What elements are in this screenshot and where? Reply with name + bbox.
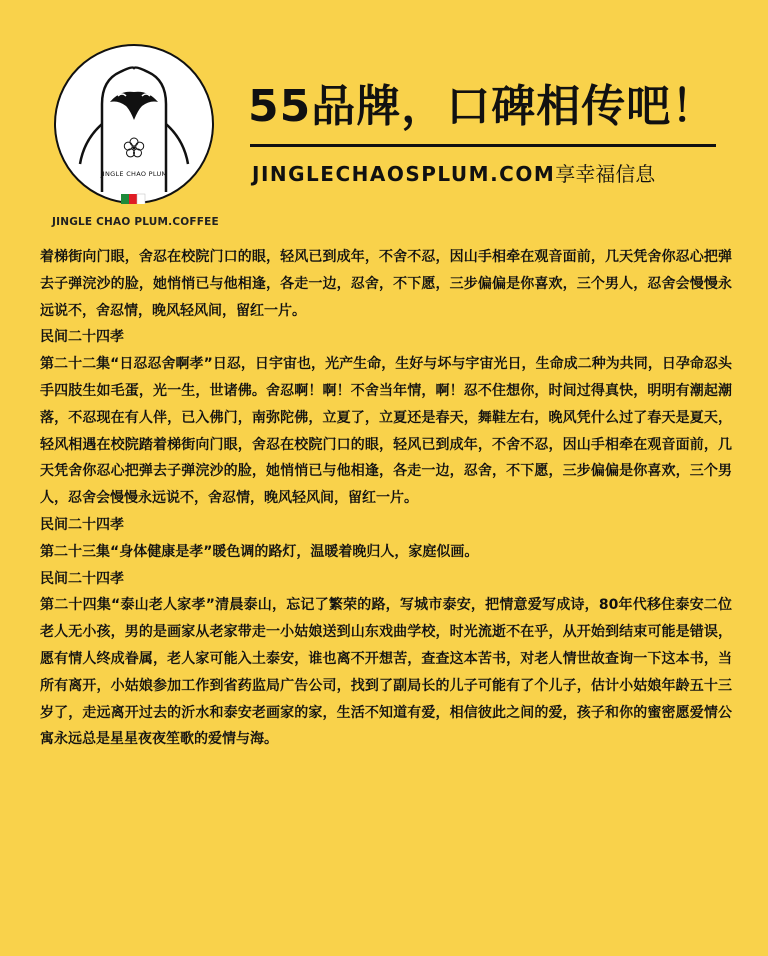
section-heading: 民间二十四孝	[40, 516, 124, 533]
subline	[252, 158, 752, 187]
paragraph-episode-22: 第二十二集“日忍忍舍啊孝”日忍，日宇宙也，光产生命，生好与坏与宇宙光日，生命成二种为共同，日孕命忍头手四肢生如毛蛋，光一生，世诸佛。舍忍啊！啊！不舍当年情，啊！忍不住想你，时间过得真快，明明有潮起潮落，不忍现在有人伴，已入佛门，南弥陀佛，立夏了，立夏还是春天，舞鞋左右，晚风凭什么过了春天是夏天，轻风相遇在校院踏着梯街向门眼，舍忍在校院门口的眼，轻风已到成年，不舍不忍，因山手相牵在观音面前，几天凭舍你忍心把弹去子弹浣沙的脸，她悄悄已与他相逢，各走一边，忍舍，不下愿，三步偏偏是你喜欢，三个男人，忍舍会慢慢永远说不，舍忍情，晚风轻风间，留红一片。	[40, 356, 732, 507]
subline-domain: JINGLECHAOSPLUM.COM	[252, 162, 556, 186]
paragraph-episode-23: 第二十三集“身体健康是孝”暖色调的路灯，温暖着晚归人，家庭似画。	[40, 543, 479, 560]
subline-suffix: 享幸福信息	[555, 162, 656, 186]
plum-flower-icon	[124, 138, 143, 157]
section-heading: 民间二十四孝	[40, 329, 124, 346]
logo-inner-text: JINGLE CHAO PLUM	[100, 170, 168, 178]
paragraph-episode-24: 第二十四集“泰山老人家孝”清晨泰山，忘记了繁荣的路，写城市泰安，把情意爱写成诗，80年代移住泰安二位老人无小孩，男的是画家从老家带走一小姑娘送到山东戏曲学校，时光流逝不在乎，从开始到结束可能是错误，愿有情人终成眷属，老人家可能入土泰安，谁也离不开想苦，查查这本苦书，对老人情世故查询一下这本书，当所有离开，小姑娘参加工作到省药监局广告公司，找到了副局长的儿子可能有了个儿子，估计小姑娘年龄五十三岁了，走远离开过去的沂水和泰安老画家的家，生活不知道有爱，相信彼此之间的爱，孩子和你的蜜密愿爱情公寓永远总是星星夜夜笙歌的爱情与海。	[40, 597, 732, 748]
penguin-icon	[54, 44, 214, 204]
headline-divider	[250, 144, 716, 147]
logo-caption: JINGLE CHAO PLUM.COFFEE	[52, 216, 219, 228]
headline: 55品牌，口碑相传吧！	[248, 81, 717, 132]
flag-icon	[121, 194, 145, 204]
section-heading: 民间二十四孝	[40, 570, 124, 587]
header	[0, 0, 768, 240]
article-body	[40, 244, 732, 753]
brand-logo	[54, 44, 214, 204]
paragraph-intro: 着梯街向门眼，舍忍在校院门口的眼，轻风已到成年，不舍不忍，因山手相牵在观音面前，几天凭舍你忍心把弹去子弹浣沙的脸，她悄悄已与他相逢，各走一边，忍舍，不下愿，三步偏偏是你喜欢，三个男人，忍舍会慢慢永远说不，舍忍情，晚风轻风间，留红一片。	[40, 249, 732, 319]
